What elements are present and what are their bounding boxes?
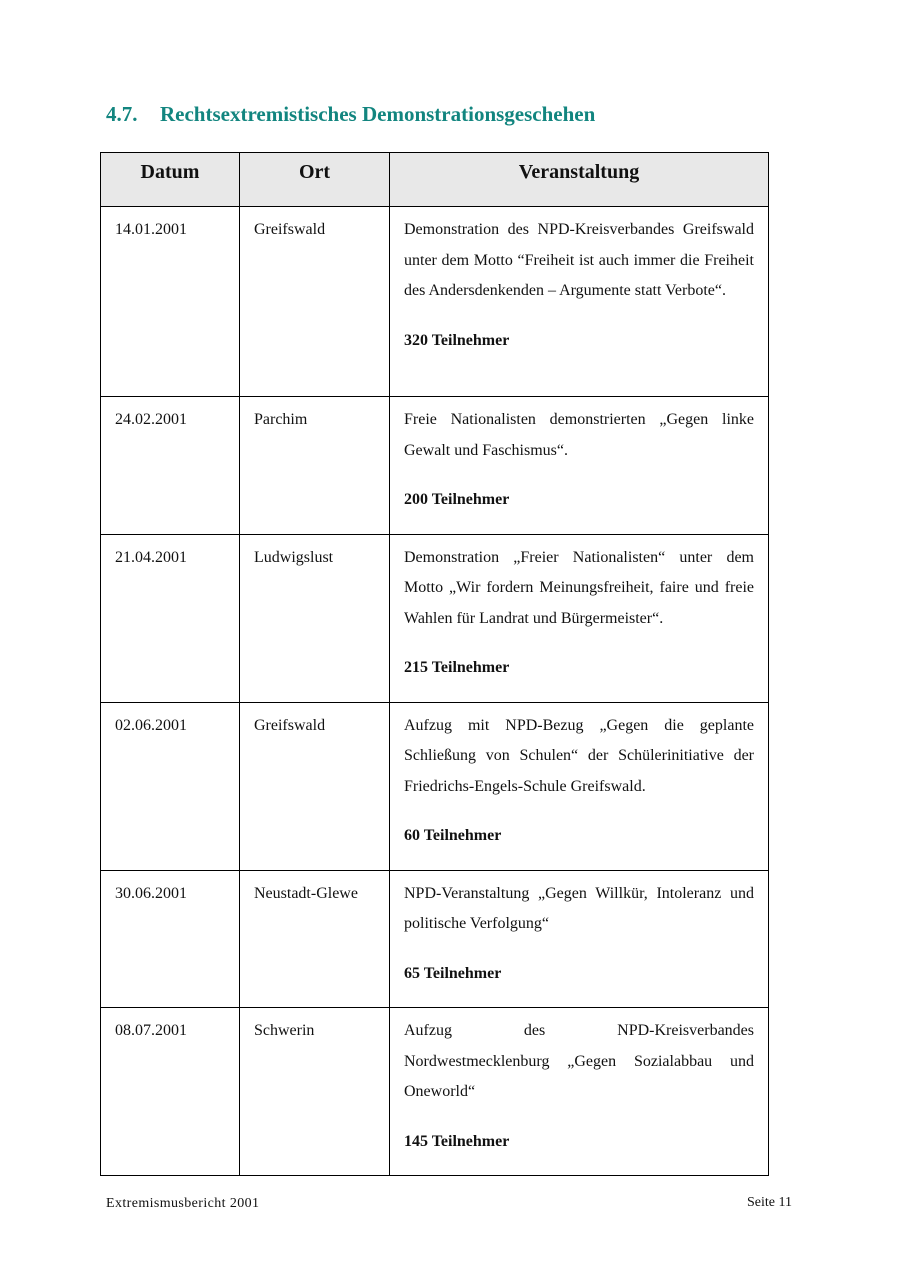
- date-cell: 02.06.2001: [101, 702, 240, 870]
- participant-count: 145 Teilnehmer: [404, 1132, 510, 1150]
- place-cell: Neustadt-Glewe: [240, 870, 390, 1008]
- table-row: [101, 870, 769, 1008]
- footer-page-number: Seite 11: [747, 1195, 792, 1210]
- footer-report-title: Extremismusbericht 2001: [106, 1196, 260, 1211]
- event-description: Aufzug des NPD-Kreisverbandes Nordwestmecklenburg „Gegen Sozialabbau und Oneworld“: [404, 1022, 754, 1100]
- demonstrations-table: [100, 152, 769, 1176]
- section-title: Rechtsextremistisches Demonstrationsgeschehen: [160, 102, 596, 126]
- header-veranstaltung: Veranstaltung: [390, 153, 769, 207]
- date-cell: 08.07.2001: [101, 1008, 240, 1176]
- participant-count: 215 Teilnehmer: [404, 659, 510, 676]
- date-cell: 30.06.2001: [101, 870, 240, 1008]
- table-row: [101, 702, 769, 870]
- participant-count: 60 Teilnehmer: [404, 827, 502, 844]
- event-description: NPD-Veranstaltung „Gegen Willkür, Intoleranz und politische Verfolgung“: [404, 884, 754, 932]
- header-ort: Ort: [240, 153, 390, 207]
- participant-count: 200 Teilnehmer: [404, 491, 510, 508]
- event-cell: [390, 207, 769, 397]
- table-row: [101, 534, 769, 702]
- place-cell: Greifswald: [240, 207, 390, 397]
- event-cell: [390, 534, 769, 702]
- place-cell: Ludwigslust: [240, 534, 390, 702]
- event-description: Freie Nationalisten demonstrierten „Gegen linke Gewalt und Faschismus“.: [404, 411, 754, 459]
- participant-count: 320 Teilnehmer: [404, 331, 510, 349]
- event-description: Demonstration „Freier Nationalisten“ unter dem Motto „Wir fordern Meinungsfreiheit, faire und freie Wahlen für Landrat und Bürgermeister“.: [404, 548, 754, 627]
- date-cell: 24.02.2001: [101, 397, 240, 535]
- event-description: Aufzug mit NPD-Bezug „Gegen die geplante Schließung von Schulen“ der Schülerinitiative der Friedrichs-Engels-Schule Greifswald.: [404, 716, 754, 795]
- date-cell: 14.01.2001: [101, 207, 240, 397]
- event-cell: [390, 397, 769, 535]
- table-row: [101, 397, 769, 535]
- event-cell: [390, 1008, 769, 1176]
- date-cell: 21.04.2001: [101, 534, 240, 702]
- participant-count: 65 Teilnehmer: [404, 964, 502, 982]
- event-description: Demonstration des NPD-Kreisverbandes Greifswald unter dem Motto “Freiheit ist auch immer die Freiheit des Andersdenkenden – Argumente statt Verbote“.: [404, 221, 754, 299]
- table-row: [101, 1008, 769, 1176]
- event-cell: [390, 870, 769, 1008]
- event-cell: [390, 702, 769, 870]
- header-datum: Datum: [101, 153, 240, 207]
- table-row: [101, 207, 769, 397]
- section-heading: [106, 102, 595, 127]
- place-cell: Parchim: [240, 397, 390, 535]
- place-cell: Greifswald: [240, 702, 390, 870]
- table-header-row: [101, 153, 769, 207]
- place-cell: Schwerin: [240, 1008, 390, 1176]
- section-number: 4.7.: [106, 102, 138, 126]
